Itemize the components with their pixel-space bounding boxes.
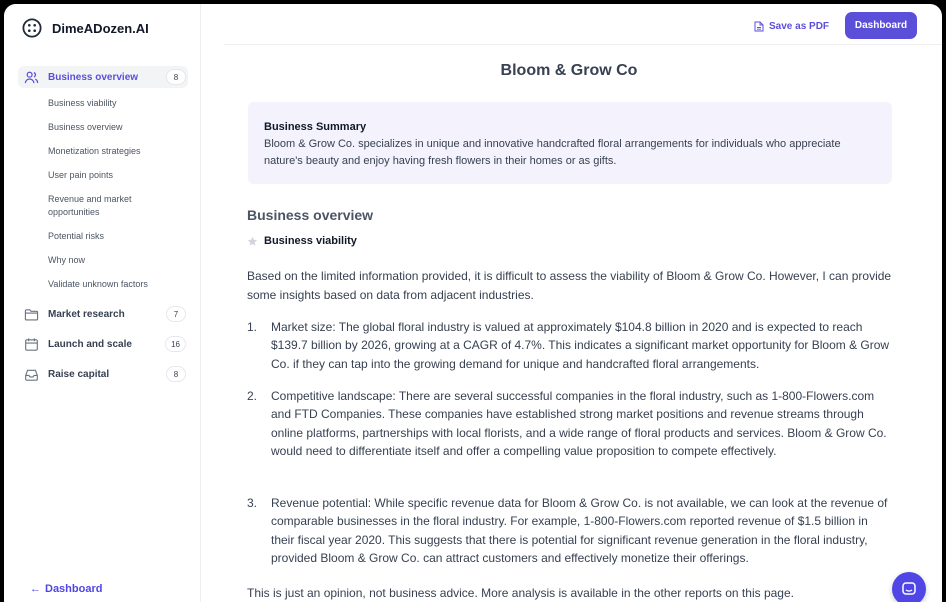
sidebar-item-potential-risks[interactable]: Potential risks bbox=[48, 231, 105, 241]
sidebar-item-monetization-strategies[interactable]: Monetization strategies bbox=[48, 146, 141, 156]
brand-logo-icon bbox=[22, 18, 42, 38]
count-badge: 16 bbox=[165, 336, 186, 352]
users-icon bbox=[24, 70, 39, 85]
summary-text: Bloom & Grow Co. specializes in unique and innovative handcrafted floral arrangements for individuals who appreciate nature's beauty and enjoy having fresh flowers in their homes or as gifts. bbox=[264, 138, 841, 167]
star-icon[interactable] bbox=[247, 236, 258, 247]
inbox-icon bbox=[24, 367, 39, 382]
back-link-label: Dashboard bbox=[45, 583, 103, 595]
sidebar-item-validate-unknown[interactable]: Validate unknown factors bbox=[48, 279, 148, 289]
list-number: 3. bbox=[247, 496, 258, 510]
sidebar-nav bbox=[18, 66, 188, 385]
page-title: Bloom & Grow Co bbox=[500, 62, 638, 79]
count-badge: 7 bbox=[166, 306, 186, 322]
sidebar-item-business-overview[interactable]: Business overview bbox=[48, 122, 123, 132]
subsection-title: Business viability bbox=[264, 235, 357, 247]
list-text: Competitive landscape: There are several successful companies in the floral industry, such as 1-800-Flowers.com and FTD Companies. These companies have established strong market positions and revenue streams through online platforms, partnerships with local florists, and a wide range of floral products and services. Bloom & Grow Co. would need to differentiate itself and offer a compelling value proposition to compete effectively. bbox=[271, 389, 887, 458]
sidebar-group-raise-capital[interactable] bbox=[18, 363, 188, 385]
chat-button[interactable] bbox=[892, 572, 926, 602]
count-badge: 8 bbox=[166, 366, 186, 382]
sidebar-group-label: Launch and scale bbox=[48, 338, 132, 350]
list-item bbox=[247, 494, 897, 567]
header-divider bbox=[224, 44, 942, 45]
list-text: Market size: The global floral industry is valued at approximately $104.8 billion in 2020 and is expected to reach $139.7 billion by 2026, growing at a CAGR of 4.7%. This indicates a significant market opportunity for Bloom & Grow Co. if they can tap into the growing demand for unique and handcrafted floral arrangements. bbox=[271, 320, 890, 371]
sidebar-group-market-research[interactable] bbox=[18, 303, 188, 325]
app-window bbox=[4, 4, 942, 602]
sidebar bbox=[4, 4, 201, 602]
back-to-dashboard-link[interactable] bbox=[30, 583, 102, 595]
document-icon bbox=[754, 21, 764, 32]
arrow-left-icon: ← bbox=[30, 583, 41, 595]
chat-icon bbox=[901, 581, 917, 597]
list-item bbox=[247, 318, 897, 373]
subsection-heading bbox=[247, 235, 357, 247]
calendar-icon bbox=[24, 337, 39, 352]
count-badge: 8 bbox=[166, 69, 186, 85]
sidebar-item-revenue-market[interactable]: Revenue and market opportunities bbox=[48, 194, 132, 217]
save-as-pdf-label: Save as PDF bbox=[769, 20, 830, 32]
sidebar-item-business-viability[interactable]: Business viability bbox=[48, 98, 117, 108]
section-heading: Business overview bbox=[247, 207, 374, 223]
sidebar-group-label: Market research bbox=[48, 308, 125, 320]
business-summary-card bbox=[248, 102, 892, 184]
sidebar-group-business-overview[interactable] bbox=[18, 66, 188, 88]
list-text: Revenue potential: While specific revenue data for Bloom & Grow Co. is not available, we can look at the revenue of comparable businesses in the floral industry. For example, 1-800-Flowers.com reported revenue of $1.5 billion in their fiscal year 2020. This suggests that there is potential for significant revenue generation in the floral industry, provided Bloom & Grow Co. can attract customers and effectively monetize their offerings. bbox=[271, 496, 888, 565]
brand[interactable] bbox=[22, 18, 149, 38]
sidebar-group-launch-and-scale[interactable] bbox=[18, 333, 188, 355]
folder-icon bbox=[24, 307, 39, 322]
sidebar-sublist bbox=[18, 92, 188, 297]
sidebar-item-user-pain-points[interactable]: User pain points bbox=[48, 170, 114, 180]
list-item bbox=[247, 387, 897, 460]
list-number: 2. bbox=[247, 389, 258, 403]
brand-name: DimeADozen.AI bbox=[52, 20, 149, 36]
disclaimer-text: This is just an opinion, not business advice. More analysis is available in the other reports on this page. bbox=[247, 586, 794, 600]
sidebar-group-label: Raise capital bbox=[48, 368, 110, 380]
intro-paragraph: Based on the limited information provided, it is difficult to assess the viability of Bloom & Grow Co. However, I can provide some insights based on data from adjacent industries. bbox=[247, 269, 892, 302]
sidebar-group-label: Business overview bbox=[48, 71, 139, 83]
save-as-pdf-button[interactable] bbox=[754, 18, 829, 34]
sidebar-item-why-now[interactable]: Why now bbox=[48, 255, 86, 265]
summary-title: Business Summary bbox=[264, 121, 367, 133]
list-number: 1. bbox=[247, 320, 258, 334]
dashboard-button[interactable]: Dashboard bbox=[845, 12, 917, 39]
